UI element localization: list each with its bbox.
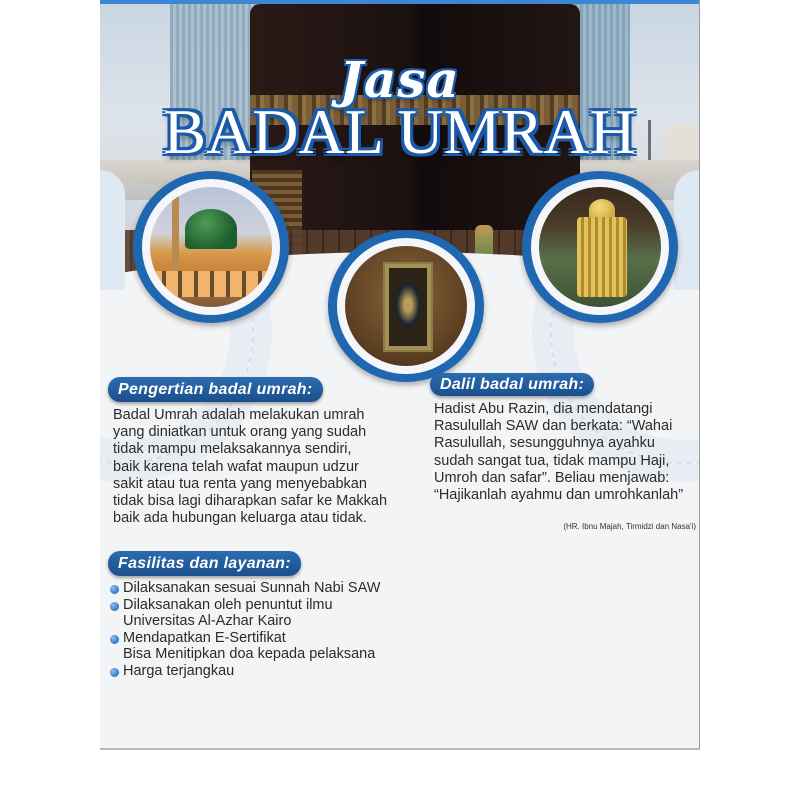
quran-book xyxy=(383,262,433,352)
list-item-continuation: Universitas Al-Azhar Kairo xyxy=(123,613,292,629)
green-dome xyxy=(185,209,237,249)
list-item: Mendapatkan E-Sertifikat xyxy=(109,630,429,647)
dalil-heading: Dalil badal umrah: xyxy=(430,373,594,396)
bullet-icon xyxy=(110,635,119,644)
list-item-continuation: Bisa Menitipkan doa kepada pelaksana xyxy=(123,646,376,662)
side-accent-left xyxy=(100,170,125,290)
maqam-ibrahim-photo xyxy=(539,187,661,307)
circle-image-nabawi xyxy=(133,171,289,323)
bullet-icon xyxy=(110,602,119,611)
pengertian-text: Badal Umrah adalah melakukan umrah yang diniatkan untuk orang yang sudah tidak mampu melaksakannya sendiri, baik karena telah wafat maupun udzur sakit atau tua renta yang menyebabkan tidak bisa lagi diharapkan safar ke Makkah baik ada hubungan keluarga atau tidak. xyxy=(113,407,388,527)
mosque-photo xyxy=(150,187,272,307)
list-item: Dilaksanakan oleh penuntut ilmu xyxy=(109,597,429,614)
fasilitas-heading: Fasilitas dan layanan: xyxy=(108,551,301,576)
pengertian-heading: Pengertian badal umrah: xyxy=(108,377,323,402)
page-title: BADAL UMRAH xyxy=(163,96,636,167)
bullet-icon xyxy=(110,585,119,594)
badal-umrah-poster xyxy=(100,0,700,750)
list-item: Harga terjangkau xyxy=(109,663,429,680)
fasilitas-list xyxy=(109,580,429,679)
title-script: Jasa xyxy=(339,50,460,109)
side-accent-right xyxy=(674,170,699,290)
quran-photo xyxy=(345,246,467,366)
top-accent-strip xyxy=(100,0,699,4)
list-item: Dilaksanakan sesuai Sunnah Nabi SAW xyxy=(109,580,429,597)
dalil-text: Hadist Abu Razin, dia mendatangi Rasulullah SAW dan berkata: “Wahai Rasulullah, sesungguhnya ayahku sudah sangat tua, tidak mampu Haji, Umroh dan safar”. Beliau menjawab: “Hajikanlah ayahmu dan umrohkanlah” xyxy=(434,401,684,504)
maqam-cage xyxy=(577,217,627,297)
bullet-icon xyxy=(110,668,119,677)
circle-image-maqam xyxy=(522,171,678,323)
circle-image-quran xyxy=(328,230,484,382)
hadith-citation: (HR. Ibnu Majah, Tirmidzi dan Nasa'i) xyxy=(563,522,696,531)
